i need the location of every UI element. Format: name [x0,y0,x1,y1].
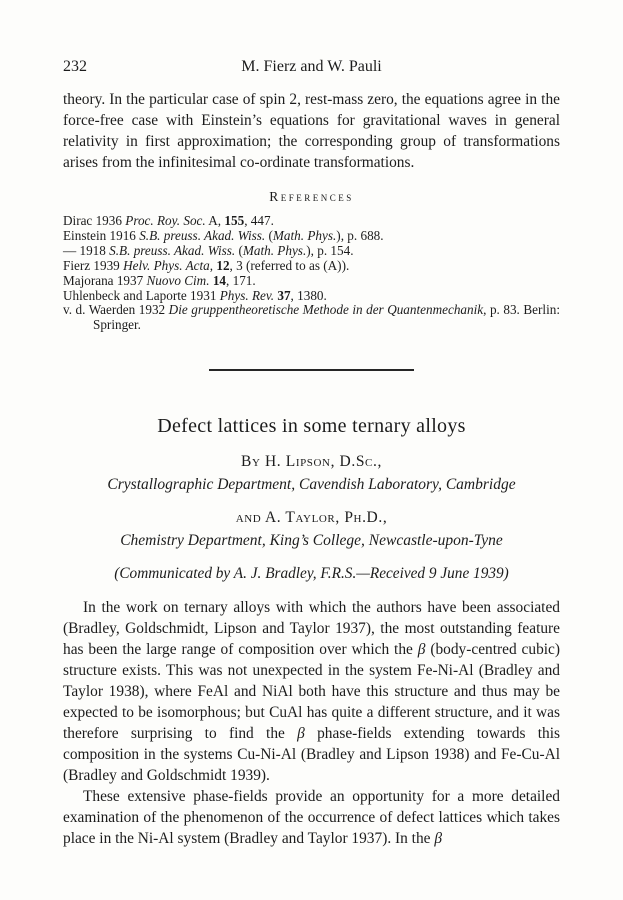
text-segment: β [417,641,426,659]
running-head: M. Fierz and W. Pauli [241,58,382,75]
closing-paragraph: theory. In the particular case of spin 2, rest-mass zero, the equations agree in the force-free case with Einstein’s equations for gravitational waves in general relativity in first approximation; the corresponding group of transformations arises from the infinitesimal co-ordinate transformations. [63,91,560,171]
reference-item [63,244,560,259]
text-segment: These extensive phase-fields provide an opportunity for a more detailed examination of the phenomenon of the occurrence of defect lattices which takes place in the Ni-Al system (Bradley and Taylor 1937). In the [63,788,560,848]
text-segment: 12 [216,257,230,273]
text-segment: Uhlenbeck and Laporte 1931 [63,287,220,303]
article-title: Defect lattices in some ternary alloys [157,415,466,438]
text-segment: phase-fields extending towards this composition in the systems Cu-Ni-Al (Bradley and Lipson 1938) and Fe-Cu-Al (Bradley and Goldschmidt 1939). [63,725,561,785]
reference-item [63,214,560,229]
text-segment: ), p. 154. [306,242,354,258]
page-header [63,57,560,77]
text-segment: Math. Phys. [242,242,307,258]
text-segment: Einstein 1916 [63,227,140,243]
references-heading: References [269,189,354,204]
reference-item [63,259,560,274]
text-segment: , p. 83. Berlin: Springer. [93,302,560,333]
reference-item [63,289,560,304]
text-segment: Majorana 1937 [63,272,147,288]
text-segment: , 3 (referred to as (A)). [229,257,350,273]
body-paragraph [63,597,560,786]
affiliation-lipson: Crystallographic Department, Cavendish Laboratory, Cambridge [107,476,516,494]
text-segment: In the work on ternary alloys with which the authors have been associated (Bradley, Goldschmidt, Lipson and Taylor 1937), the most outstanding feature has been the large range of composition over which the [63,599,560,659]
reference-item [63,303,560,333]
text-segment: v. d. Waerden 1932 [63,302,169,318]
reference-item [63,274,560,289]
text-segment: , 1380. [290,287,327,303]
text-segment: , [209,257,217,273]
page-number: 232 [63,58,87,75]
text-segment: 37 [277,287,291,303]
text-segment: — 1918 [63,242,110,258]
reference-item [63,229,560,244]
text-segment: Helv. Phys. Acta [123,257,210,273]
body-paragraph [63,786,560,849]
text-segment: Fierz 1939 [63,257,124,273]
text-segment: ( [265,227,273,243]
text-segment: β [434,830,443,848]
text-segment: A, [205,213,225,228]
text-segment: Proc. Roy. Soc. [125,213,206,228]
text-segment: S.B. preuss. Akad. Wiss. [109,242,236,258]
text-segment: ( [235,242,243,258]
text-segment: (body-centred cubic) structure exists. This was not unexpected in the system Fe-Ni-Al (Bradley and Taylor 1938), where FeAl and NiAl both have this structure and thus may be expected to be isomorphous; but CuAl has quite a different structure, and it was therefore surprising to find the [63,641,561,743]
text-segment: Math. Phys. [272,227,337,243]
communicated-note: (Communicated by A. J. Bradley, F.R.S.—Received 9 June 1939) [114,565,509,583]
text-segment: β [297,725,305,743]
text-segment: , 171. [226,272,256,288]
section-divider [209,369,414,371]
author-byline-taylor: and A. Taylor, Ph.D., [235,509,388,527]
article-body [63,597,560,849]
text-segment: 14 [212,272,226,288]
text-segment: Nuovo Cim. [146,272,210,288]
author-byline-lipson: By H. Lipson, D.Sc., [241,453,382,471]
text-segment: Phys. Rev. [219,287,275,303]
text-segment: , 447. [244,213,274,228]
affiliation-taylor: Chemistry Department, King’s College, Newcastle-upon-Tyne [120,532,503,550]
text-segment: Die gruppentheoretische Methode in der Quantenmechanik [168,302,484,318]
text-segment: 155 [224,213,245,228]
text-segment: Dirac 1936 [63,213,126,228]
text-segment: S.B. preuss. Akad. Wiss. [139,227,266,243]
references-list [63,214,560,333]
text-segment: ), p. 688. [336,227,384,243]
